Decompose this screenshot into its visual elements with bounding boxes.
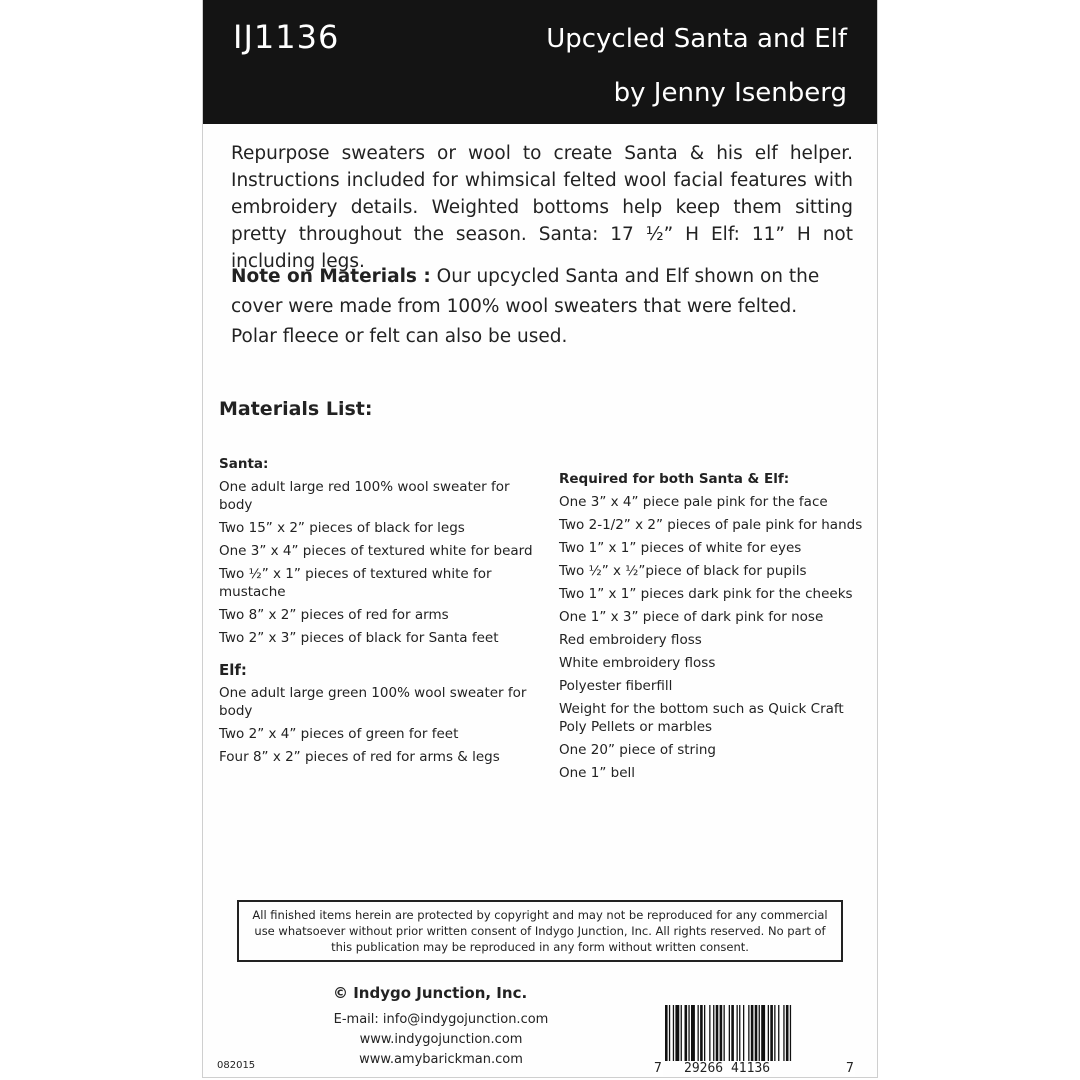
- list-item: Two 15” x 2” pieces of black for legs: [219, 520, 465, 536]
- list-item: Four 8” x 2” pieces of red for arms & legs: [219, 749, 500, 765]
- copyright-notice: All finished items herein are protected by copyright and may not be reproduced for any commercial use whatsoever without prior written consent of Indygo Junction, Inc. All rights reserved. No part of this publication may be reproduced in any form without written consent.: [237, 900, 843, 962]
- document-number: 082015: [217, 1060, 256, 1071]
- pattern-code: IJ1136: [233, 18, 340, 56]
- barcode-digit-right: 7: [846, 1061, 854, 1076]
- materials-title: Materials List:: [219, 398, 373, 420]
- list-item: White embroidery floss: [559, 655, 716, 671]
- website-link: www.amybarickman.com: [359, 1052, 523, 1067]
- barcode: [653, 1005, 859, 1075]
- pattern-author: by Jenny Isenberg: [613, 78, 847, 108]
- email-text: E-mail: info@indygojunction.com: [333, 1012, 549, 1027]
- header-band: [203, 0, 877, 124]
- materials-left-column: [219, 455, 537, 771]
- list-item: Two ½” x ½”piece of black for pupils: [559, 563, 807, 579]
- barcode-bars: [653, 1005, 859, 1061]
- note-label: Note on Materials :: [231, 266, 431, 287]
- barcode-digit-left: 7: [654, 1061, 662, 1076]
- list-item: Polyester fiberfill: [559, 678, 673, 694]
- list-item: One adult large red 100% wool sweater for body: [219, 479, 510, 513]
- list-item: One 1” x 3” piece of dark pink for nose: [559, 609, 824, 625]
- note-paragraph: [231, 262, 841, 352]
- list-item: Two ½” x 1” pieces of textured white for mustache: [219, 566, 492, 600]
- barcode-digits: 29266 41136: [684, 1061, 771, 1076]
- list-item: Two 2” x 3” pieces of black for Santa feet: [219, 630, 499, 646]
- list-item: Two 8” x 2” pieces of red for arms: [219, 607, 449, 623]
- materials-right-column: [559, 470, 864, 787]
- list-item: One adult large green 100% wool sweater for body: [219, 685, 527, 719]
- santa-heading: Santa:: [219, 456, 269, 472]
- company-name: © Indygo Junction, Inc.: [333, 984, 528, 1002]
- both-heading: Required for both Santa & Elf:: [559, 471, 790, 487]
- note-text: Our upcycled Santa and Elf shown on the cover were made from 100% wool sweaters that were felted. Polar fleece or felt can also be used.: [231, 266, 820, 347]
- website-link: www.indygojunction.com: [359, 1032, 523, 1047]
- contact-block: [321, 1010, 561, 1070]
- list-item: Red embroidery floss: [559, 632, 702, 648]
- list-item: Two 2” x 4” pieces of green for feet: [219, 726, 459, 742]
- list-item: One 3” x 4” piece pale pink for the face: [559, 494, 828, 510]
- list-item: Weight for the bottom such as Quick Craft Poly Pellets or marbles: [559, 701, 844, 735]
- list-item: One 3” x 4” pieces of textured white for beard: [219, 543, 533, 559]
- list-item: One 20” piece of string: [559, 742, 716, 758]
- list-item: Two 2-1/2” x 2” pieces of pale pink for hands: [559, 517, 863, 533]
- pattern-title: Upcycled Santa and Elf: [546, 24, 847, 54]
- list-item: One 1” bell: [559, 765, 636, 781]
- pattern-back-cover: [202, 0, 878, 1078]
- intro-paragraph: Repurpose sweaters or wool to create Santa & his elf helper. Instructions included for whimsical felted wool facial features with embroidery details. Weighted bottoms help keep them sitting pretty throughout the season. Santa: 17 ½” H Elf: 11” H not including legs.: [231, 143, 853, 272]
- elf-heading: Elf:: [219, 661, 247, 679]
- list-item: Two 1” x 1” pieces dark pink for the cheeks: [559, 586, 853, 602]
- list-item: Two 1” x 1” pieces of white for eyes: [559, 540, 802, 556]
